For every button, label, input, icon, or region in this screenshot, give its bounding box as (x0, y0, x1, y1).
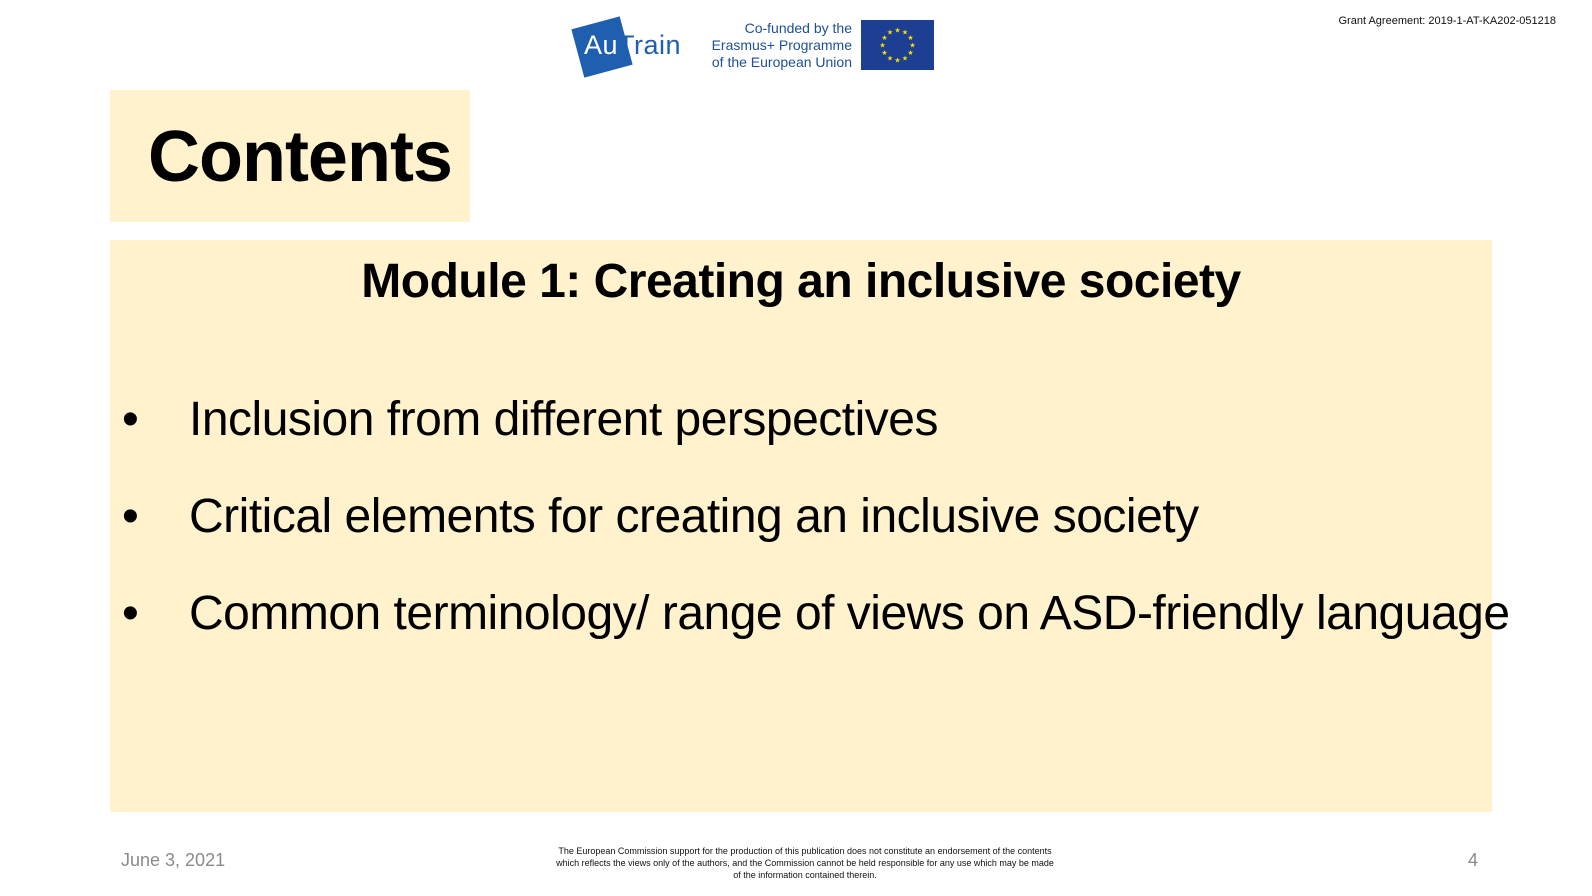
autrain-logo-text-white: Au (584, 30, 619, 60)
eu-star-icon: ★ (901, 55, 909, 63)
eu-star-icon: ★ (886, 55, 894, 63)
autrain-logo-text-blue: Train (618, 30, 682, 60)
eu-star-icon: ★ (886, 29, 894, 37)
disclaimer-line-3: of the information contained therein. (733, 870, 877, 880)
eu-star-icon: ★ (909, 42, 916, 50)
eu-star-icon: ★ (879, 42, 886, 50)
eu-star-icon: ★ (907, 35, 914, 42)
eu-star-icon: ★ (907, 50, 914, 57)
bullet-icon: • (122, 587, 139, 640)
disclaimer-line-1: The European Commission support for the production of this publication does not constitute an endorsement of the contents (558, 846, 1052, 856)
grant-agreement: Grant Agreement: 2019-1-AT-KA202-051218 (1338, 15, 1556, 27)
eu-stars (861, 20, 934, 70)
footer-date: June 3, 2021 (121, 850, 226, 870)
module-title: Module 1: Creating an inclusive society (361, 255, 1241, 308)
eu-star-icon: ★ (881, 35, 888, 42)
contents-title-box (110, 90, 470, 222)
eu-star-icon: ★ (894, 57, 901, 65)
cofund-line-2: Erasmus+ Programme (711, 37, 852, 53)
cofund-line-1: Co-funded by the (744, 20, 852, 36)
section-title: Contents (148, 117, 452, 197)
module-panel (110, 240, 1510, 812)
eu-star-icon: ★ (901, 29, 909, 37)
cofund-line-3: of the European Union (711, 54, 852, 70)
page-number: 4 (1468, 850, 1479, 870)
disclaimer-line-2: which reflects the views only of the authors, and the Commission cannot be held responsible for any use which may be made (556, 858, 1054, 868)
eu-star-icon: ★ (894, 27, 901, 35)
bullet-icon: • (122, 393, 139, 446)
bullet-text: Inclusion from different perspectives (189, 393, 938, 446)
eu-star-icon: ★ (881, 50, 888, 57)
eu-flag-icon (861, 20, 934, 70)
cofund-text (694, 20, 852, 71)
footer-disclaimer (520, 845, 1090, 881)
logo-row (577, 16, 937, 78)
bullet-text: Critical elements for creating an inclusive society (189, 490, 1199, 543)
autrain-logo (577, 18, 689, 78)
autrain-logo-text (584, 30, 681, 61)
bullet-icon: • (122, 490, 139, 543)
bullet-text: Common terminology/ range of views on ASD-friendly language (189, 587, 1510, 640)
